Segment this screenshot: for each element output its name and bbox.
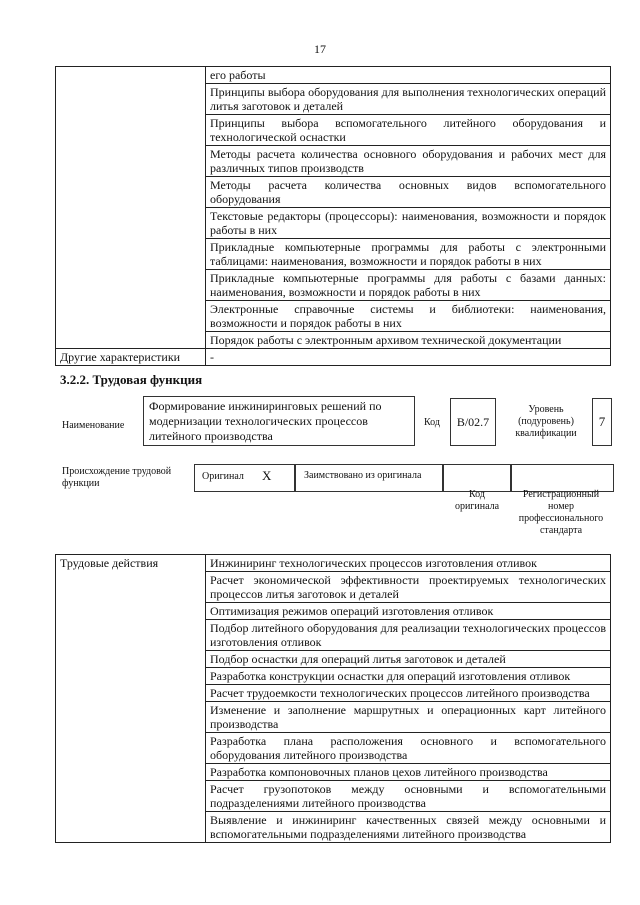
original-mark: X bbox=[262, 468, 272, 483]
page-number: 17 bbox=[314, 42, 326, 56]
knowledge-row: Текстовые редакторы (процессоры): наименования, возможности и порядок работы в них bbox=[206, 208, 611, 239]
labor-action-row: Выявление и инжиниринг качественных связей между основными и вспомогательными подразделениями литейного производства bbox=[206, 812, 611, 843]
knowledge-row: Методы расчета количества основных видов вспомогательного оборудования bbox=[206, 177, 611, 208]
code-value: В/02.7 bbox=[450, 398, 496, 446]
labor-actions-table bbox=[55, 554, 611, 843]
knowledge-row: Принципы выбора оборудования для выполнения технологических операций литья заготовок и деталей bbox=[206, 84, 611, 115]
origin-label: Происхождение трудовой функции bbox=[62, 466, 172, 489]
knowledge-label-cell bbox=[56, 67, 206, 349]
code-label: Код bbox=[424, 417, 440, 428]
labor-action-row: Расчет экономической эффективности проектируемых технологических процессов литья заготовок и деталей bbox=[206, 572, 611, 603]
knowledge-row: Прикладные компьютерные программы для работы с электронными таблицами: наименования, возможности и порядок работы в них bbox=[206, 239, 611, 270]
labor-actions-label: Трудовые действия bbox=[56, 555, 206, 843]
knowledge-table bbox=[55, 66, 611, 366]
registration-number-caption: Регистрационный номер профессионального стандарта bbox=[518, 489, 604, 536]
function-name-value: Формирование инжиниринговых решений по модернизации технологических процессов литейного производства bbox=[143, 396, 415, 446]
knowledge-row: Порядок работы с электронным архивом технической документации bbox=[206, 332, 611, 349]
labor-action-row: Разработка конструкции оснастки для операций изготовления отливок bbox=[206, 668, 611, 685]
labor-action-row: Инжиниринг технологических процессов изготовления отливок bbox=[206, 555, 611, 572]
name-label: Наименование bbox=[62, 420, 125, 431]
level-value: 7 bbox=[592, 398, 612, 446]
labor-action-row: Расчет грузопотоков между основными и вспомогательными подразделениями литейного производства bbox=[206, 781, 611, 812]
borrowed-label: Заимствовано из оригинала bbox=[304, 470, 422, 481]
other-characteristics-label: Другие характеристики bbox=[56, 349, 206, 366]
labor-action-row: Разработка плана расположения основного и вспомогательного оборудования литейного производства bbox=[206, 733, 611, 764]
section-heading: 3.2.2. Трудовая функция bbox=[60, 372, 203, 387]
labor-action-row: Подбор оснастки для операций литья заготовок и деталей bbox=[206, 651, 611, 668]
knowledge-row: Методы расчета количества основного оборудования и рабочих мест для различных типов производств bbox=[206, 146, 611, 177]
registration-number-box bbox=[510, 464, 614, 492]
code-original-box bbox=[442, 464, 512, 492]
level-label: Уровень (подуровень) квалификации bbox=[515, 404, 577, 439]
labor-action-row: Подбор литейного оборудования для реализации технологических процессов изготовления отливок bbox=[206, 620, 611, 651]
labor-action-row: Расчет трудоемкости технологических процессов литейного производства bbox=[206, 685, 611, 702]
knowledge-row: его работы bbox=[206, 67, 611, 84]
knowledge-row: Прикладные компьютерные программы для работы с базами данных: наименования, возможности и порядок работы в них bbox=[206, 270, 611, 301]
labor-action-row: Разработка компоновочных планов цехов литейного производства bbox=[206, 764, 611, 781]
code-original-caption: Код оригинала bbox=[454, 489, 500, 512]
labor-action-row: Оптимизация режимов операций изготовления отливок bbox=[206, 603, 611, 620]
knowledge-row: Электронные справочные системы и библиотеки: наименования, возможности и порядок работы в них bbox=[206, 301, 611, 332]
labor-action-row: Изменение и заполнение маршрутных и операционных карт литейного производства bbox=[206, 702, 611, 733]
other-characteristics-value: - bbox=[206, 349, 611, 366]
knowledge-row: Принципы выбора вспомогательного литейного оборудования и технологической оснастки bbox=[206, 115, 611, 146]
original-label: Оригинал bbox=[202, 471, 244, 482]
